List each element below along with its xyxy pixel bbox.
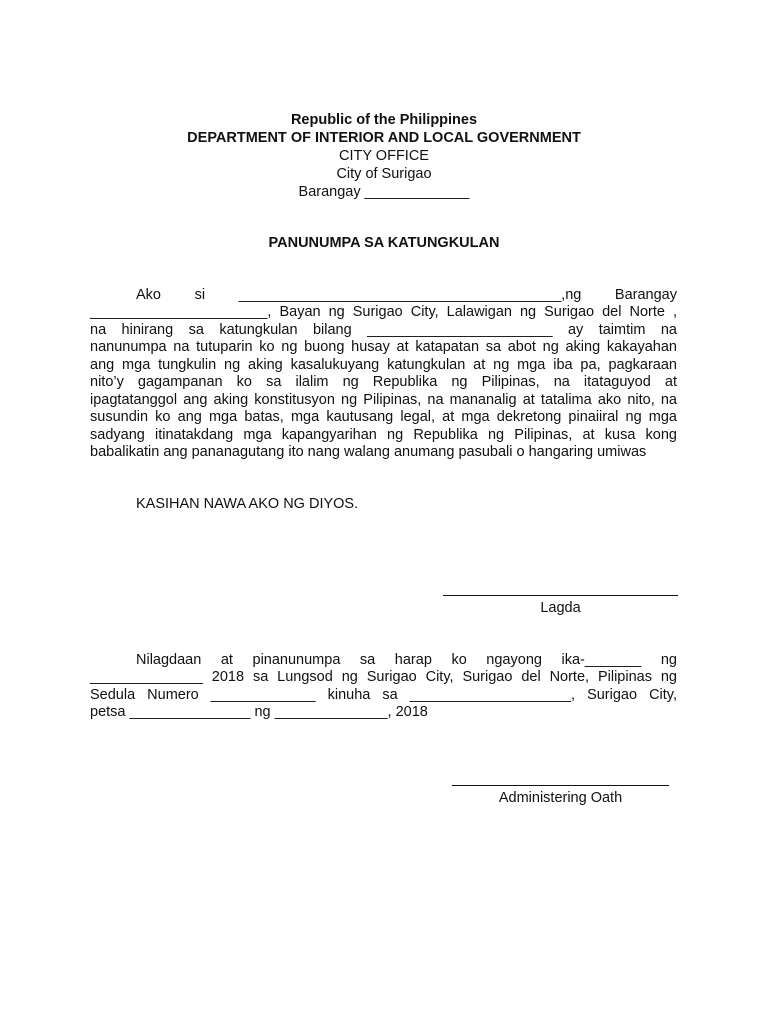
administering-signature-line xyxy=(452,785,669,786)
header-barangay: Barangay _____________ xyxy=(298,184,470,200)
attest-line: Nilagdaan at pinanunumpa sa harap ko ngayong ika-_______ ng xyxy=(136,652,677,668)
oath-line: ______________________, Bayan ng Surigao City, Lalawigan ng Surigao del Norte , xyxy=(90,304,677,320)
oath-line: na hinirang sa katungkulan bilang _______________________ ay taimtim na xyxy=(90,322,677,338)
attest-line: Sedula Numero _____________ kinuha sa ____________________, Surigao City, xyxy=(90,687,677,703)
closing-statement: KASIHAN NAWA AKO NG DIYOS. xyxy=(136,496,359,512)
header-city: City of Surigao xyxy=(336,166,432,182)
attest-line: petsa _______________ ng ______________, 2018 xyxy=(90,704,428,720)
oath-line: sadyang itinatakdang mga kapangyarihan ng Republika ng Pilipinas, at kusa kong xyxy=(90,427,677,443)
oath-line: babalikatin ang pananagutang ito nang walang anumang pasubali o hangaring umiwas xyxy=(90,444,647,460)
oath-line: Ako si ________________________________________,ng Barangay xyxy=(136,287,677,303)
document-title: PANUNUMPA SA KATUNGKULAN xyxy=(268,235,500,251)
header-department: DEPARTMENT OF INTERIOR AND LOCAL GOVERNMENT xyxy=(187,130,581,146)
oath-line: susundin ko ang mga batas, mga kautusang legal, at mga dekretong pinaiiral ng mga xyxy=(90,409,677,425)
header-republic: Republic of the Philippines xyxy=(290,112,478,128)
oath-line: ang mga tungkulin ng aking kasalukuyang katungkulan at ng mga iba pa, pagkaraan xyxy=(90,357,677,373)
signature-label: Lagda xyxy=(540,600,581,616)
oath-line: nanunumpa na tutuparin ko ng buong husay at katapatan sa abot ng aking kakayahan xyxy=(90,339,677,355)
attest-line: ______________ 2018 sa Lungsod ng Surigao City, Surigao del Norte, Pilipinas ng xyxy=(90,669,677,685)
oath-line: ipagtatanggol ang aking konstitusyon ng Pilipinas, na mananalig at tatalima ako nito, na xyxy=(90,392,677,408)
header-office: CITY OFFICE xyxy=(339,148,429,164)
oath-line: nito’y gagampanan ko sa ilalim ng Republika ng Pilipinas, na itataguyod at xyxy=(90,374,677,390)
signature-line xyxy=(443,595,678,596)
administering-label: Administering Oath xyxy=(498,790,623,806)
